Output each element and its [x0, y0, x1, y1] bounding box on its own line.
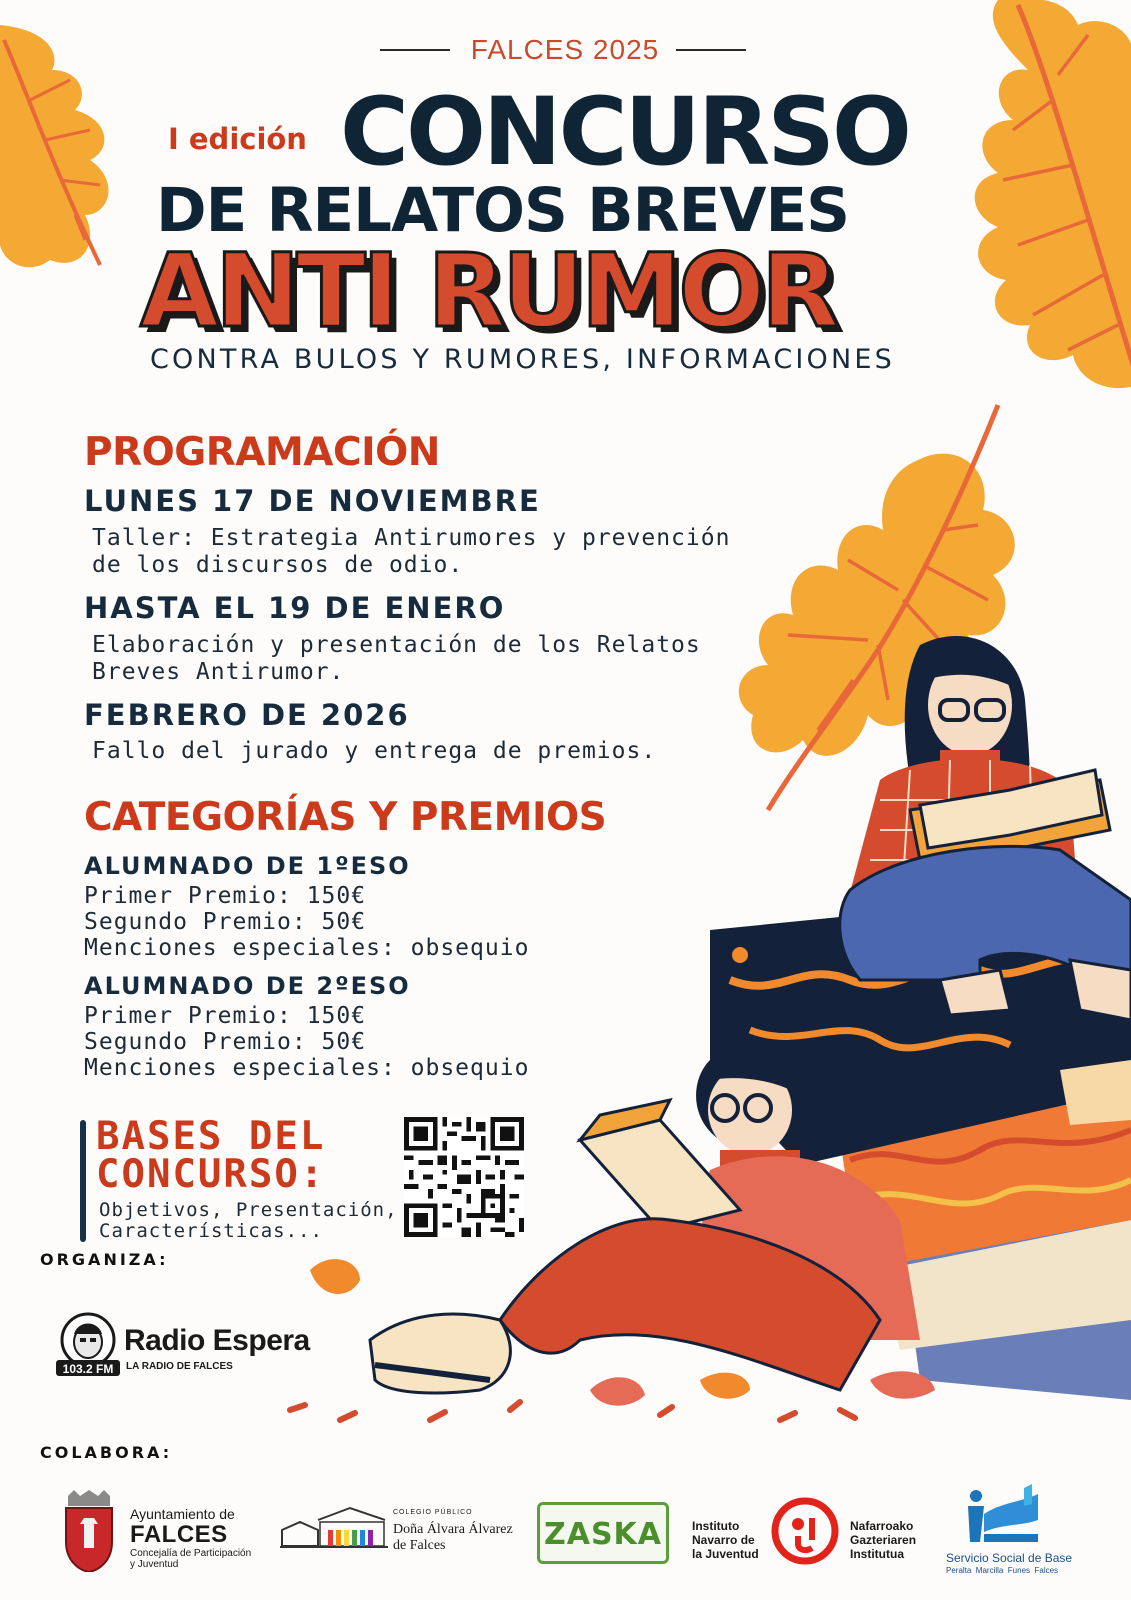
programacion-desc-3-line-1: Fallo del jurado y entrega de premios.: [92, 738, 657, 764]
poster-subtitle: CONTRA BULOS Y RUMORES, INFORMACIONES: [150, 344, 895, 375]
event-eyebrow: FALCES 2025: [470, 34, 660, 65]
title-line-2: DE RELATOS BREVES: [156, 175, 850, 246]
programacion-date-1: LUNES 17 DE NOVIEMBRE: [84, 484, 541, 518]
servicio-social-name: Servicio Social de Base: [946, 1551, 1073, 1565]
programacion-desc-1-line-2: de los discursos de odio.: [92, 552, 464, 578]
zaska-logo: [537, 1502, 669, 1564]
zaska-name: ZASKA: [543, 1517, 663, 1552]
eyebrow-rule-left: [380, 49, 450, 51]
colegio-name-line-1: Doña Álvara Álvarez: [393, 1522, 513, 1537]
bases-desc-line-1: Objetivos, Presentación,: [99, 1199, 398, 1221]
categorias-heading: CATEGORÍAS Y PREMIOS: [84, 795, 607, 840]
radio-frequency: 103.2 FM: [62, 1362, 114, 1376]
injuve-eu-line-1: Nafarroako: [850, 1519, 914, 1533]
programacion-desc-1-line-1: Taller: Estrategia Antirumores y prevención: [92, 525, 731, 551]
ayuntamiento-line-1: Ayuntamiento de: [130, 1506, 235, 1522]
injuve-es-line-1: Instituto: [692, 1519, 740, 1533]
category-1-prize-2: Segundo Premio: 50€: [84, 909, 367, 935]
bases-title-line-1: BASES DEL: [96, 1114, 326, 1159]
category-2-prize-1: Primer Premio: 150€: [84, 1003, 367, 1029]
colabora-label: COLABORA:: [40, 1443, 173, 1462]
category-1-prize-1: Primer Premio: 150€: [84, 883, 367, 909]
ayuntamiento-sub-2: y Juventud: [130, 1559, 179, 1570]
organiza-label: ORGANIZA:: [40, 1250, 169, 1269]
category-1-title: ALUMNADO DE 1ºESO: [84, 852, 411, 880]
category-2-prize-3: Menciones especiales: obsequio: [84, 1055, 530, 1081]
radio-tagline: LA RADIO DE FALCES: [126, 1361, 233, 1372]
bases-qr-code[interactable]: [404, 1117, 524, 1237]
colegio-name-line-2: de Falces: [393, 1538, 446, 1553]
title-line-1: CONCURSO: [340, 78, 909, 187]
leaf-top-left-illustration: [0, 10, 130, 280]
edition-label: I edición: [168, 122, 307, 156]
programacion-heading: PROGRAMACIÓN: [84, 430, 440, 475]
bases-title: [96, 1114, 326, 1197]
servicio-social-logo-icon: [962, 1484, 1042, 1546]
ayuntamiento-name: FALCES: [130, 1521, 228, 1548]
programacion-desc-2-line-1: Elaboración y presentación de los Relatos: [92, 632, 701, 658]
falces-coat-of-arms-icon: [60, 1490, 118, 1572]
colegio-small-label: COLEGIO PÚBLICO: [393, 1509, 473, 1516]
injuve-eu-line-2: Gazteriaren: [850, 1533, 917, 1547]
eyebrow-rule-right: [676, 49, 746, 51]
category-2-prize-2: Segundo Premio: 50€: [84, 1029, 367, 1055]
bases-desc-line-2: Características...: [99, 1220, 323, 1242]
title-line-3: ANTI RUMOR: [140, 232, 836, 351]
injuve-logo-icon: [768, 1494, 842, 1568]
category-2-title: ALUMNADO DE 2ºESO: [84, 972, 411, 1000]
ayuntamiento-sub-1: Concejalía de Participación: [130, 1548, 252, 1559]
bases-title-line-2: CONCURSO:: [96, 1152, 326, 1197]
injuve-es-line-3: la Juventud: [692, 1547, 759, 1561]
leaf-top-right-illustration: [958, 0, 1131, 395]
radio-name: Radio Espera: [124, 1324, 310, 1357]
injuve-text-es: [692, 1519, 759, 1561]
bases-accent-bar: [80, 1120, 86, 1242]
servicio-social-towns: Peralta Marcilla Funes Falces: [946, 1566, 1059, 1575]
injuve-es-line-2: Navarro de: [692, 1533, 755, 1547]
injuve-text-eu: [850, 1519, 916, 1561]
programacion-date-2: HASTA EL 19 DE ENERO: [84, 591, 506, 625]
colegio-building-icon: [280, 1500, 390, 1550]
injuve-eu-line-3: Institutua: [850, 1547, 904, 1561]
category-1-prize-3: Menciones especiales: obsequio: [84, 935, 530, 961]
programacion-desc-2-line-2: Breves Antirumor.: [92, 659, 345, 685]
bases-description: [99, 1200, 398, 1242]
programacion-date-3: FEBRERO DE 2026: [84, 698, 410, 732]
